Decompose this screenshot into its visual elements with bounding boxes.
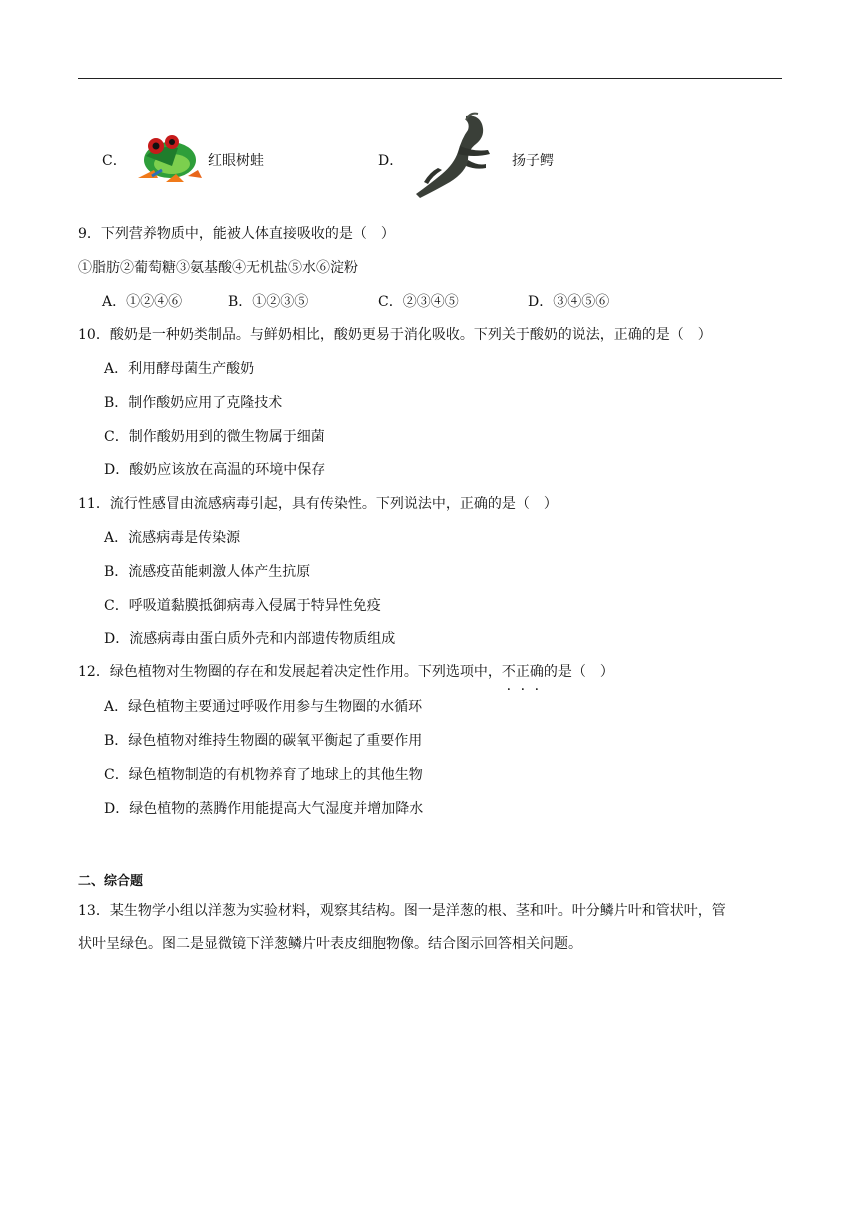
- option-letter: C．: [102, 153, 127, 169]
- question-9-option-c: C．②③④⑤: [378, 294, 459, 310]
- question-11-option-a: A．流感病毒是传染源: [104, 530, 241, 546]
- question-12-option-c: C．绿色植物制造的有机物养育了地球上的其他生物: [104, 767, 423, 783]
- question-12-option-d: D．绿色植物的蒸腾作用能提高大气湿度并增加降水: [104, 801, 424, 817]
- stem-text-after: 的是（ ）: [543, 664, 614, 680]
- question-12-option-b: B．绿色植物对维持生物圈的碳氧平衡起了重要作用: [104, 733, 423, 749]
- question-13-line-2: 状叶呈绿色。图二是显微镜下洋葱鳞片叶表皮细胞物像。结合图示回答相关问题。: [78, 936, 582, 952]
- question-11-option-b: B．流感疫苗能刺激人体产生抗原: [104, 564, 311, 580]
- question-11-option-c: C．呼吸道黏膜抵御病毒入侵属于特异性免疫: [104, 598, 381, 614]
- question-11-stem: 11．流行性感冒由流感病毒引起，具有传染性。下列说法中，正确的是（ ）: [78, 496, 558, 512]
- question-10-option-d: D．酸奶应该放在高温的环境中保存: [104, 462, 326, 478]
- option-label: 扬子鳄: [512, 153, 554, 169]
- emphasis-char: 正: [515, 664, 530, 680]
- section-heading: 二、综合题: [78, 874, 144, 889]
- header-rule: [78, 78, 782, 79]
- emphasis-char: 确: [529, 664, 544, 680]
- q8-option-d: [378, 110, 554, 210]
- tree-frog-icon: [132, 126, 204, 194]
- question-9-items: ①脂肪②葡萄糖③氨基酸④无机盐⑤水⑥淀粉: [78, 260, 358, 276]
- question-10-option-a: A．利用酵母菌生产酸奶: [104, 361, 255, 377]
- q8-option-c: [102, 120, 264, 200]
- question-10-option-c: C．制作酸奶用到的微生物属于细菌: [104, 429, 325, 445]
- option-letter: D．: [378, 153, 404, 169]
- option-label: 红眼树蛙: [208, 153, 264, 169]
- question-12-option-a: A．绿色植物主要通过呼吸作用参与生物圈的水循环: [104, 699, 423, 715]
- question-9-option-d: D．③④⑤⑥: [528, 294, 610, 310]
- question-13-line-1: 13．某生物学小组以洋葱为实验材料，观察其结构。图一是洋葱的根、茎和叶。叶分鳞片叶和管状叶，管: [78, 903, 726, 919]
- emphasis-char: 不: [501, 664, 516, 680]
- alligator-icon: [408, 110, 504, 210]
- question-10-stem: 10．酸奶是一种奶类制品。与鲜奶相比，酸奶更易于消化吸收。下列关于酸奶的说法，正确的是（ ）: [78, 327, 712, 343]
- question-12-stem: [78, 662, 614, 682]
- question-10-option-b: B．制作酸奶应用了克隆技术: [104, 395, 283, 411]
- question-11-option-d: D．流感病毒由蛋白质外壳和内部遗传物质组成: [104, 631, 396, 647]
- question-9-option-a: A．①②④⑥: [102, 294, 183, 310]
- question-9-stem: 9．下列营养物质中，能被人体直接吸收的是（ ）: [78, 226, 395, 242]
- question-9-option-b: B．①②③⑤: [228, 294, 309, 310]
- stem-text-before: 12．绿色植物对生物圈的存在和发展起着决定性作用。下列选项中，: [78, 664, 502, 680]
